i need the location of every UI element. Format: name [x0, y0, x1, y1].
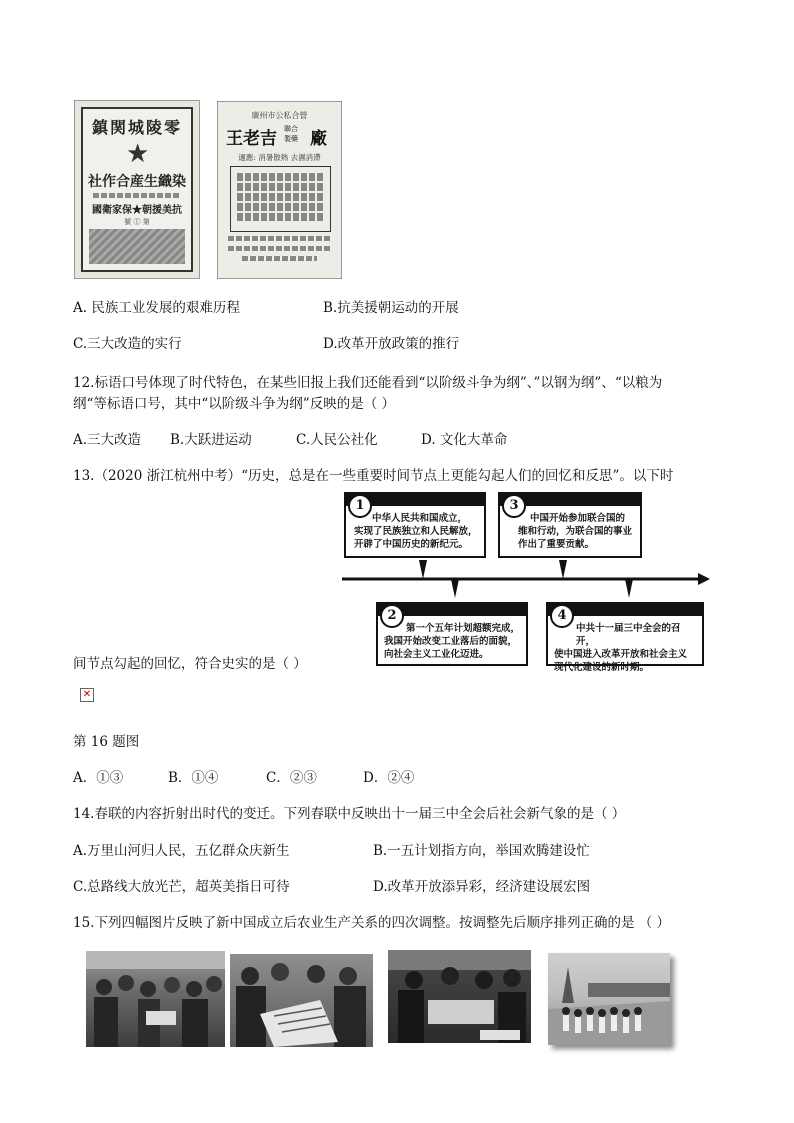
- timeline-box-1-line: 中华人民共和国成立，: [372, 513, 468, 524]
- timeline-box-3-line: 中国开始参加联合国的: [530, 513, 626, 524]
- q11-option-c: C.三大改造的实行: [73, 336, 182, 352]
- clipping-issue: 號 ① 第: [124, 218, 150, 226]
- timeline-box-1-line: 开辟了中国历史的新纪元。: [354, 539, 469, 550]
- brand-name-mid-top: 聯合: [284, 125, 298, 133]
- q11-option-a: A. 民族工业发展的艰难历程: [73, 300, 240, 316]
- timeline-box-1-line: 实现了民族独立和人民解放，: [354, 526, 478, 537]
- photo-2: [230, 954, 373, 1047]
- brand-name-left: 王老吉: [226, 129, 277, 149]
- newspaper-clipping-2: [217, 101, 342, 279]
- q12-option-c: C.人民公社化: [296, 432, 378, 448]
- broken-image-glyph: ✕: [82, 689, 92, 700]
- q12-option-b: B.大跃进运动: [170, 432, 252, 448]
- timeline-box-3-line: 维和行动，为联合国的事业: [518, 526, 633, 537]
- timeline-box-1-number: 1: [348, 494, 372, 518]
- timeline-box-4: [546, 602, 704, 673]
- q13-option-b: B．①④: [168, 770, 219, 786]
- q13-option-d: D．②④: [363, 770, 415, 786]
- newspaper-clipping-1: [74, 100, 200, 279]
- q13-option-a: A．①③: [73, 770, 124, 786]
- brand-name-mid-bottom: 製藥: [284, 135, 298, 143]
- timeline-box-4-line: 使中国进入改革开放和社会主义: [554, 649, 688, 660]
- q13-stem-line2: 间节点勾起的回忆，符合史实的是（ ）: [73, 656, 307, 672]
- clipping-subtitle: 社作合産生織染: [88, 174, 186, 190]
- brand-name-right: 廠: [310, 129, 327, 149]
- star-icon: ★: [126, 139, 150, 169]
- q11-option-b: B.抗美援朝运动的开展: [323, 300, 459, 316]
- timeline-figure: [340, 490, 712, 673]
- q11-option-d: D.改革开放政策的推行: [323, 336, 460, 352]
- timeline-box-2-line: 向社会主义工业化迈进。: [384, 649, 489, 660]
- q12-option-a: A.三大改造: [73, 432, 142, 448]
- timeline-box-2-line: 我国开始改变工业落后的面貌，: [384, 636, 518, 647]
- clipping-small-print: [93, 193, 181, 198]
- timeline-box-2: [376, 602, 528, 666]
- photo-4: [548, 953, 670, 1045]
- clipping-table: [230, 166, 331, 232]
- timeline-box-4-line: 现代化建设的新时期。: [554, 662, 650, 673]
- q14-stem: 14.春联的内容折射出时代的变迁。下列春联中反映出十一届三中全会后社会新气象的是（ ）: [73, 806, 626, 822]
- q14-option-b: B.一五计划指方向，举国欢腾建设忙: [373, 843, 590, 859]
- clipping-brand: [226, 124, 334, 149]
- q12-stem-line2: 纲“等标语口号，其中“以阶级斗争为纲”反映的是（ ）: [73, 396, 395, 412]
- clipping-title: 鎮関城陵零: [91, 118, 182, 137]
- q14-option-d: D.改革开放添异彩，经济建设展宏图: [373, 879, 591, 895]
- q13-stem-line1: 13.（2020 浙江杭州中考）“历史，总是在一些重要时间节点上更能勾起人们的回忆和反思”。以下时: [73, 468, 674, 484]
- clipping-footer-2: [228, 246, 331, 251]
- q14-option-c: C.总路线大放光芒，超英美指日可待: [73, 879, 290, 895]
- timeline-box-3: [498, 492, 642, 558]
- q12-option-d: D. 文化大革命: [421, 432, 508, 448]
- broken-image-icon: [80, 688, 94, 702]
- clipping-header: 廣州市公私合營: [251, 111, 308, 120]
- q12-stem-line1: 12.标语口号体现了时代特色，在某些旧报上我们还能看到“以阶级斗争为纲”、”以钢为纲”、“以粮为: [73, 375, 663, 391]
- q14-option-a: A.万里山河归人民，五亿群众庆新生: [73, 843, 290, 859]
- timeline-box-3-number: 3: [502, 494, 526, 518]
- timeline-box-1: [344, 492, 486, 558]
- q13-option-c: C．②③: [266, 770, 317, 786]
- figure-caption: 第 16 题图: [73, 734, 140, 750]
- photo-1: [86, 951, 225, 1047]
- timeline-box-4-line: 中共十一届三中全会的召开，: [576, 623, 681, 647]
- clipping-frame: [81, 107, 193, 272]
- q15-stem: 15.下列四幅图片反映了新中国成立后农业生产关系的四次调整。按调整先后顺序排列正确的是 （ ）: [73, 915, 671, 931]
- clipping-footer-1: [228, 236, 331, 241]
- photo-3: [388, 950, 531, 1043]
- clipping-footer-3: [242, 256, 317, 261]
- timeline-box-4-number: 4: [550, 604, 574, 628]
- timeline-box-3-line: 作出了重要贡献。: [518, 539, 595, 550]
- timeline-box-2-line: 第一个五年计划超额完成，: [406, 623, 521, 634]
- clipping-photo: [89, 229, 185, 264]
- clipping-sub: 適應: 消暑散熱 去濕消滯: [238, 153, 321, 162]
- clipping-slogan: 國衛家保★朝援美抗: [92, 205, 182, 216]
- timeline-box-2-number: 2: [380, 604, 404, 628]
